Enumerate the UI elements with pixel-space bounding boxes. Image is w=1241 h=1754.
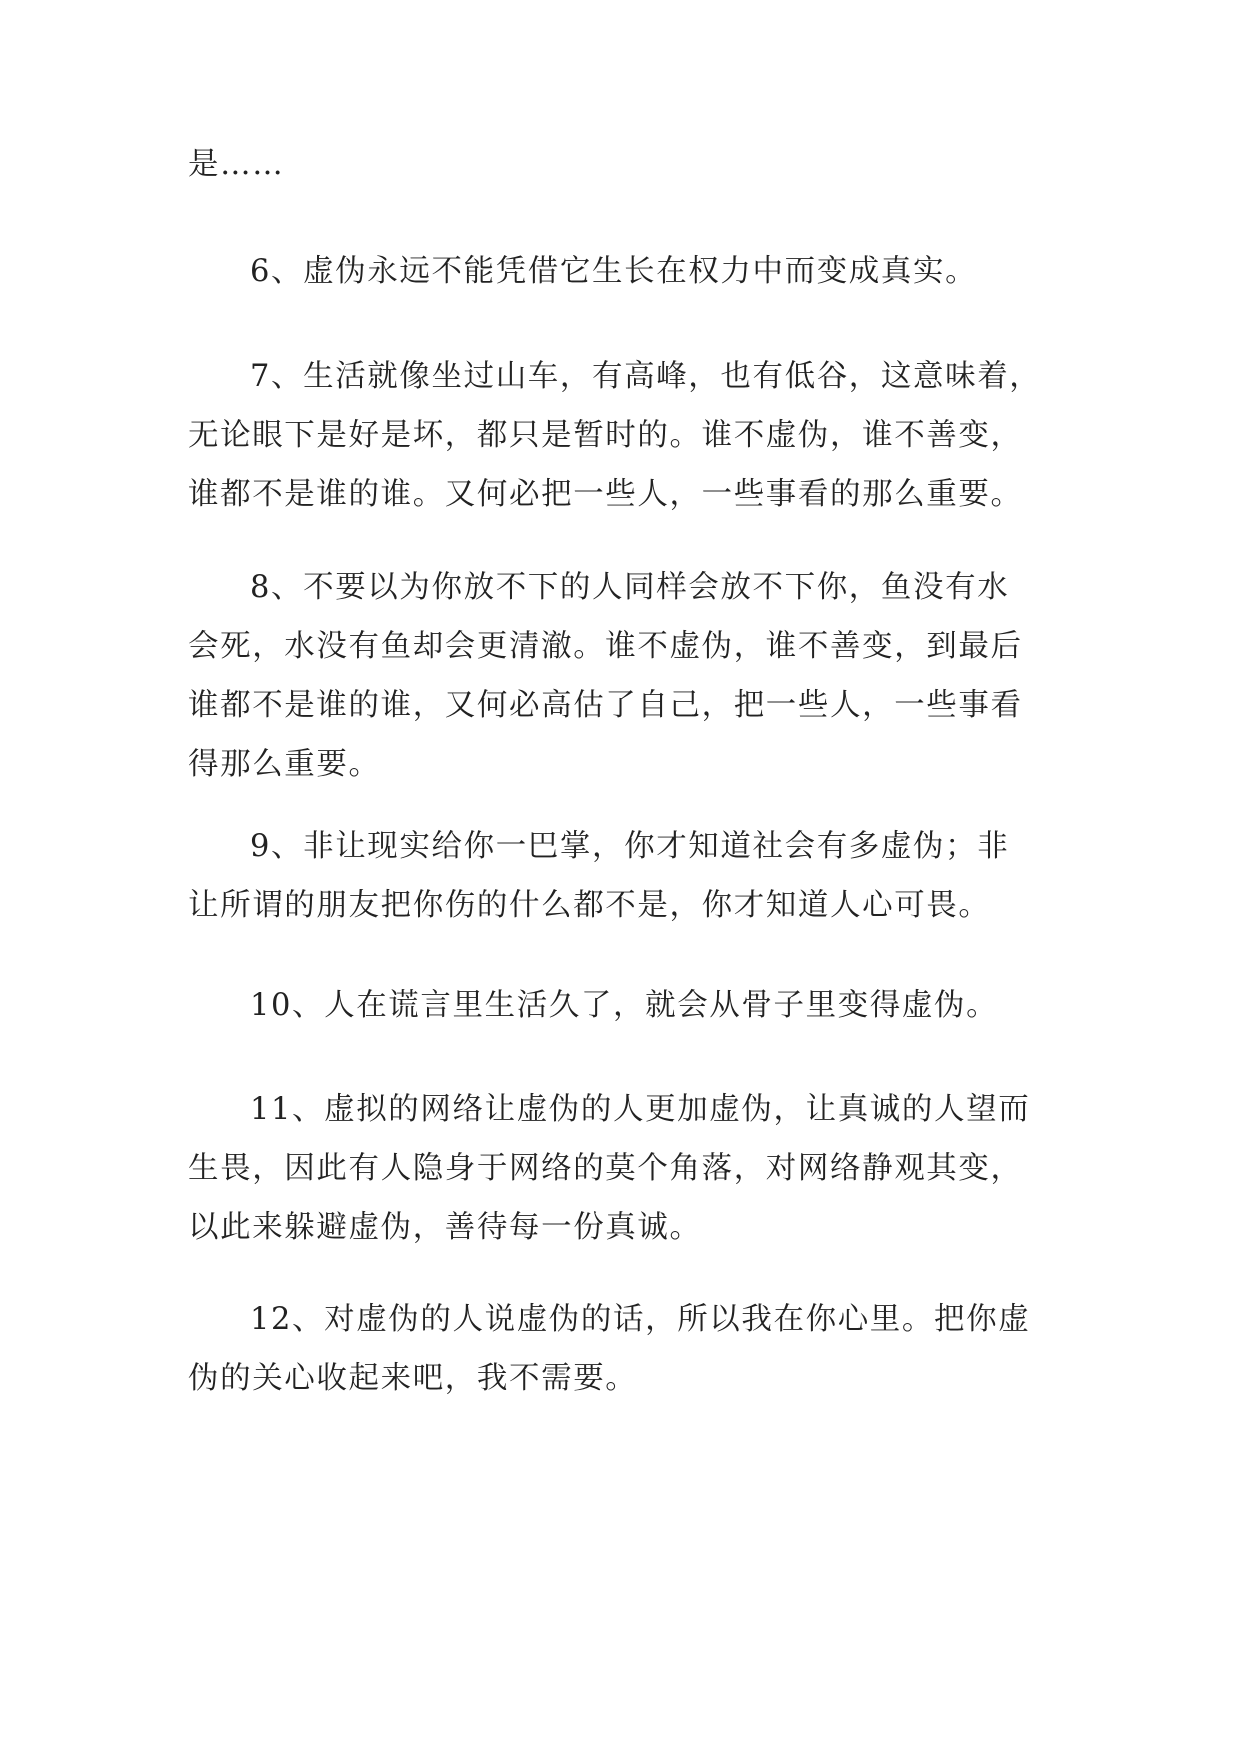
text-line: 让所谓的朋友把你伤的什么都不是，你才知道人心可畏。	[188, 888, 991, 923]
text-line: 是……	[188, 147, 285, 182]
text-line: 得那么重要。	[188, 747, 381, 782]
text-line: 会死，水没有鱼却会更清澈。谁不虚伪，谁不善变，到最后	[188, 629, 1023, 664]
text-line: 11、虚拟的网络让虚伪的人更加虚伪，让真诚的人望而	[250, 1092, 1031, 1127]
text-line: 8、不要以为你放不下的人同样会放不下你，鱼没有水	[250, 570, 1010, 605]
text-line: 6、虚伪永远不能凭借它生长在权力中而变成真实。	[250, 254, 978, 289]
text-line: 以此来躲避虚伪，善待每一份真诚。	[188, 1210, 702, 1245]
text-line: 谁都不是谁的谁，又何必高估了自己，把一些人，一些事看	[188, 688, 1023, 723]
text-line: 无论眼下是好是坏，都只是暂时的。谁不虚伪，谁不善变，	[188, 418, 1023, 453]
paragraph-11	[188, 1080, 1058, 1257]
paragraph-continuation	[188, 135, 1058, 194]
text-line: 谁都不是谁的谁。又何必把一些人，一些事看的那么重要。	[188, 477, 1023, 512]
paragraph-7	[188, 347, 1058, 524]
paragraph-6	[188, 242, 1058, 301]
paragraph-8	[188, 558, 1058, 794]
text-line: 10、人在谎言里生活久了，就会从骨子里变得虚伪。	[250, 988, 999, 1023]
paragraph-12	[188, 1290, 1058, 1408]
text-line: 伪的关心收起来吧，我不需要。	[188, 1361, 638, 1396]
text-line: 生畏，因此有人隐身于网络的莫个角落，对网络静观其变，	[188, 1151, 1023, 1186]
text-line: 7、生活就像坐过山车，有高峰，也有低谷，这意味着，	[250, 359, 1042, 394]
paragraph-9	[188, 817, 1058, 935]
paragraph-10	[188, 976, 1058, 1035]
text-line: 9、非让现实给你一巴掌，你才知道社会有多虚伪；非	[250, 829, 1010, 864]
text-line: 12、对虚伪的人说虚伪的话，所以我在你心里。把你虚	[250, 1302, 1031, 1337]
